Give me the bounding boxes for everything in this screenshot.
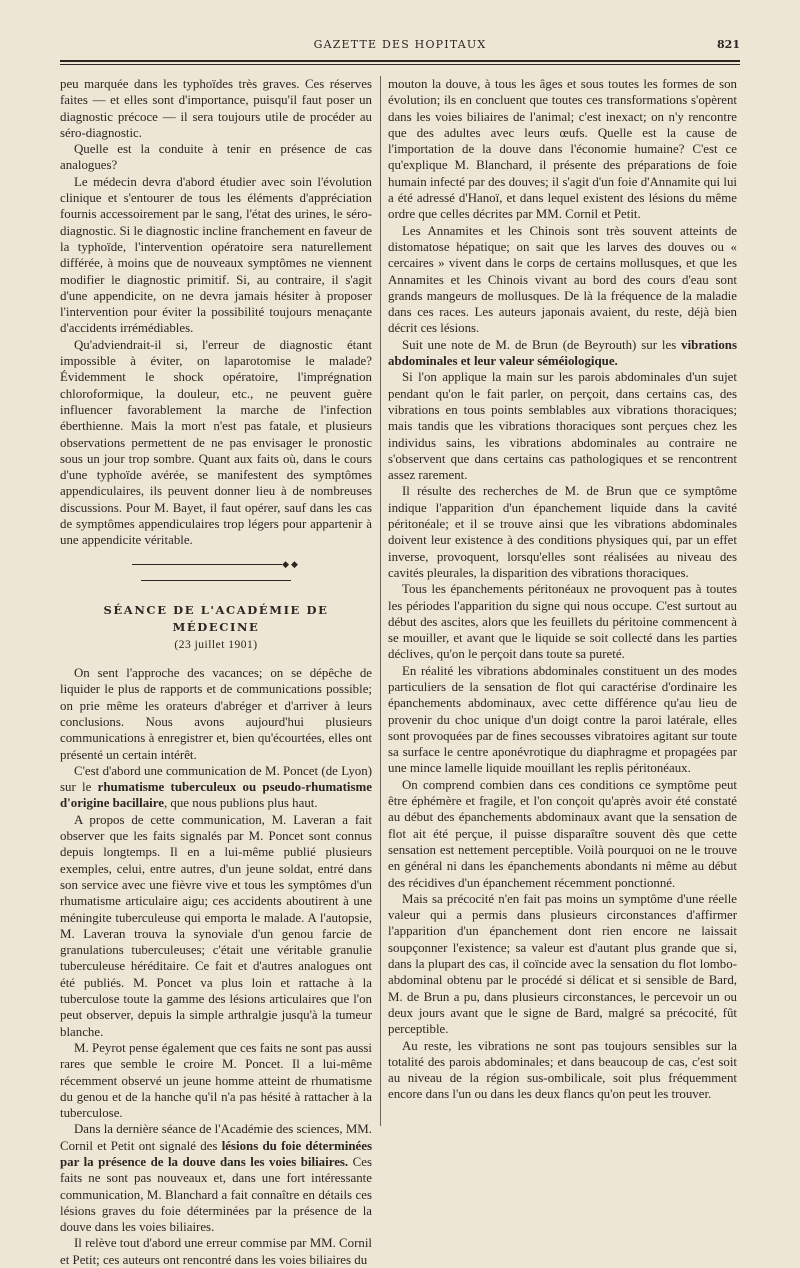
paragraph: Si l'on applique la main sur les parois abdominales d'un sujet pendant qu'on le fait parler, on perçoit, dans certains cas, des vibrations en tous points semblables aux vibrations thoraciques; mais tandis que les vibrations thoraciques sont perçues chez les individus sains, les vibrations abdominales au contraire ne s'observent que dans certains cas pathologiques et se rencontrent assez rarement. <box>388 370 737 483</box>
paragraph: Le médecin devra d'abord étudier avec soin l'évolution clinique et s'entourer de tous les éléments d'appréciation fournis accessoirement par le sang, l'état des urines, le séro-diagnostic. Si le diagnostic incline franchement en faveur de la typhoïde, l'intervention opératoire sera naturellement différée, à moins que de nouveaux symptômes ne viennent modifier le diagnostic primitif. Si, au contraire, il s'agit d'une appendicite, on ne devra jamais hésiter à proposer l'intervention pour éviter la possibilité toujours menaçante d'accidents irrémédiables. <box>60 174 372 336</box>
running-title: GAZETTE DES HOPITAUX <box>313 38 487 51</box>
header-rule <box>60 60 740 62</box>
bold-topic: rhumatisme tuberculeux ou pseudo-rhumatisme d'origine bacillaire <box>60 780 372 811</box>
paragraph: Dans la dernière séance de l'Académie des sciences, MM. Cornil et Petit ont signalé des lésions du foie déterminées par la présence de la douve dans les voies biliaires. Ces faits ne sont pas nouveaux et, dans une fort intéressante communication, M. Blanchard a fait connaître en détails ces lésions graves du foie déterminées par la présence de la douve dans les voies biliaires. <box>60 1122 373 1235</box>
right-column <box>388 76 737 1103</box>
section-ornament: ◆◆ <box>60 556 372 589</box>
paragraph: Quelle est la conduite à tenir en présence de cas analogues? <box>60 142 372 173</box>
section-title: SÉANCE DE L'ACADÉMIE DE MÉDECINE <box>103 603 329 634</box>
paragraph: Mais sa précocité n'en fait pas moins un symptôme d'une réelle valeur qui a permis dans plusieurs circonstances d'affirmer l'apparition d'un épanchement dont rien encore ne laissait soupçonner l'existence; sa valeur est d'autant plus grande que si, dans la plupart des cas, il coïncide avec la sensation du flot lombo-abdominal obtenu par le procédé si délicat et si sensible de Bard, M. de Brun a pu, dans plusieurs circonstances, le percevoir un ou deux jours avant que le signe de Bard, malgré sa précocité, fût perceptible. <box>388 891 737 1037</box>
bold-topic: vibrations abdominales et leur valeur séméiologique. <box>388 337 737 369</box>
paragraph: Qu'adviendrait-il si, l'erreur de diagnostic étant impossible à éviter, on laparotomise le malade? Évidemment le shock opératoire, l'imprégnation chloroformique, la douleur, etc., ne peuvent guère influencer favorablement la marche de l'infection éberthienne. Mais la mort n'est pas fatale, et plusieurs observations permettent de ne pas envisager le pronostic sous un jour trop sombre. Quant aux faits où, dans le cours d'une typhoïde avérée, se manifestent des symptômes appendiculaires, ils peuvent donner lieu à de nombreuses discussions. Pour M. Bayet, il faut opérer, sauf dans les cas de symptômes appendiculaires trop légers pour appartenir à une appendicite véritable. <box>60 337 372 548</box>
paragraph: Il relève tout d'abord une erreur commise par MM. Cornil et Petit; ces auteurs ont rencontré dans les voies biliaires du <box>60 1236 373 1267</box>
paragraph: Au reste, les vibrations ne sont pas toujours sensibles sur la totalité des parois abdominales; et dans beaucoup de cas, c'est soit au niveau de la région sus-ombilicale, soit plus fréquemment encore dans l'un ou dans les deux flancs qu'on peut les trouver. <box>388 1038 737 1102</box>
bold-topic: lésions du foie déterminées par la présence de la douve dans les voies biliaires. <box>60 1138 373 1169</box>
paragraph: C'est d'abord une communication de M. Poncet (de Lyon) sur le rhumatisme tuberculeux ou pseudo-rhumatisme d'origine bacillaire, que nous publions plus haut. <box>60 763 372 811</box>
section-date: (23 juillet 1901) <box>174 638 258 651</box>
paragraph: On sent l'approche des vacances; on se dépêche de liquider le plus de rapports et de communications possible; on prie même les orateurs d'abréger et d'arriver à leurs conclusions. Nous avons aujourd'hui plusieurs communications à enregistrer et, bien qu'écourtées, elles ont présenté un certain intérêt. <box>60 666 372 762</box>
paragraph: On comprend combien dans ces conditions ce symptôme peut être éphémère et fragile, et l'on conçoit qu'après avoir été constaté au début des épanchements abdominaux avant que la sensation de flot ait été perçue, il puisse disparaître souvent dès que cette sensation est nettement perceptible. Voilà pourquoi on ne le trouve en général ni dans les épanchements abondants ni même au début des récidives d'un épanchement récemment ponctionné. <box>388 777 737 890</box>
paragraph: Tous les épanchements péritonéaux ne provoquent pas à toutes les périodes l'apparition du signe qui nous occupe. C'est surtout au début des ascites, alors que les feuillets du péritoine commencent à se mouiller, et avant que le liquide se soit collecté dans les parties déclives, qu'on le perçoit dans toute sa pureté. <box>388 582 737 662</box>
page-header <box>60 38 740 54</box>
paragraph: Les Annamites et les Chinois sont très souvent atteints de distomatose hépatique; on sait que les larves des douves ou « cercaires » vivent dans le corps de certains mollusques, et que les Annamites et les Chinois vivant au bord des cours d'eau sont grands mangeurs de mollusques. De là la fréquence de la maladie dans ces races. Les auteurs japonais avaient, du reste, déjà bien décrit ces lésions. <box>388 223 737 336</box>
paragraph: Il résulte des recherches de M. de Brun que ce symptôme indique l'apparition d'un épanchement liquide dans la cavité péritonéale; et il se trouve ainsi que les vibrations abdominales doivent leur existence à des conditions physiques qui, par un effet inverse, provoquent, lorsqu'elles sont réalisées au niveau des cavités pleurales, la disparition des vibrations thoraciques. <box>388 484 737 580</box>
paragraph: M. Peyrot pense également que ces faits ne sont pas aussi rares que semble le croire M. Poncet. Il a lui-même récemment observé un jeune homme atteint de rhumatisme du genou et de la hanche qu'il n'a pas hésité à rattacher à la tuberculose. <box>60 1040 372 1121</box>
left-column <box>60 76 372 1268</box>
paragraph: peu marquée dans les typhoïdes très graves. Ces réserves faites — et elles sont d'importance, puisqu'il faut poser un diagnostic précoce — il sera toujours utile de procéder au séro-diagnostic. <box>60 77 372 140</box>
paragraph: A propos de cette communication, M. Laveran a fait observer que les faits signalés par M. Poncet sont connus depuis longtemps. Il en a lui-même publié plusieurs exemples, celui, entre autres, d'un jeune soldat, entré dans son service avec une fièvre vive et tous les symptômes d'un rhumatisme articulaire aigu; ces accidents aboutirent à une méningite tuberculeuse qui emporta le malade. A l'autopsie, M. Laveran trouva la synoviale d'un genou farcie de granulations tuberculeuses; c'était une véritable granulie tuberculeuse héréditaire. Ce fait et d'autres analogues ont été publiés. M. Poncet va plus loin et rattache à la tuberculose toute la gamme des lésions articulaires que l'on peut observer, depuis la simple arthralgie jusqu'à la tumeur blanche. <box>60 812 372 1039</box>
paragraph: En réalité les vibrations abdominales constituent un des modes particuliers de la sensation de flot qui caractérise d'ordinaire les épanchements abdominaux, avec cette différence qu'au lieu de provenir du choc unique d'un doigt contre la paroi latérale, elles sont provoquées par de fines secousses vibratoires agitant sur toute sa surface le centre aponévrotique du diaphragme et propagées par une mince lamelle liquide mouillant les replis péritonéaux. <box>388 663 737 776</box>
paragraph: mouton la douve, à tous les âges et sous toutes les formes de son évolution; ils en concluent que toutes ces transformations s'opèrent dans les voies biliaires de l'animal; c'est inexact; on n'y rencontre que des adultes avec leurs œufs. Quelle est la cause de l'importation de la douve dans l'économie humaine? C'est ce qu'explique M. Blanchard, il présente des préparations de foie humain infecté par des douves; il s'agit d'un foie d'Annamite qui lui a été adressé d'Hanoï, et dans lequel existent des lésions du même ordre que celles décrites par MM. Cornil et Petit. <box>388 77 737 222</box>
column-divider <box>380 76 381 1126</box>
page-number: 821 <box>717 38 740 51</box>
paragraph: Suit une note de M. de Brun (de Beyrouth) sur les vibrations abdominales et leur valeur séméiologique. <box>388 337 737 369</box>
header-rule-thin <box>60 64 740 65</box>
